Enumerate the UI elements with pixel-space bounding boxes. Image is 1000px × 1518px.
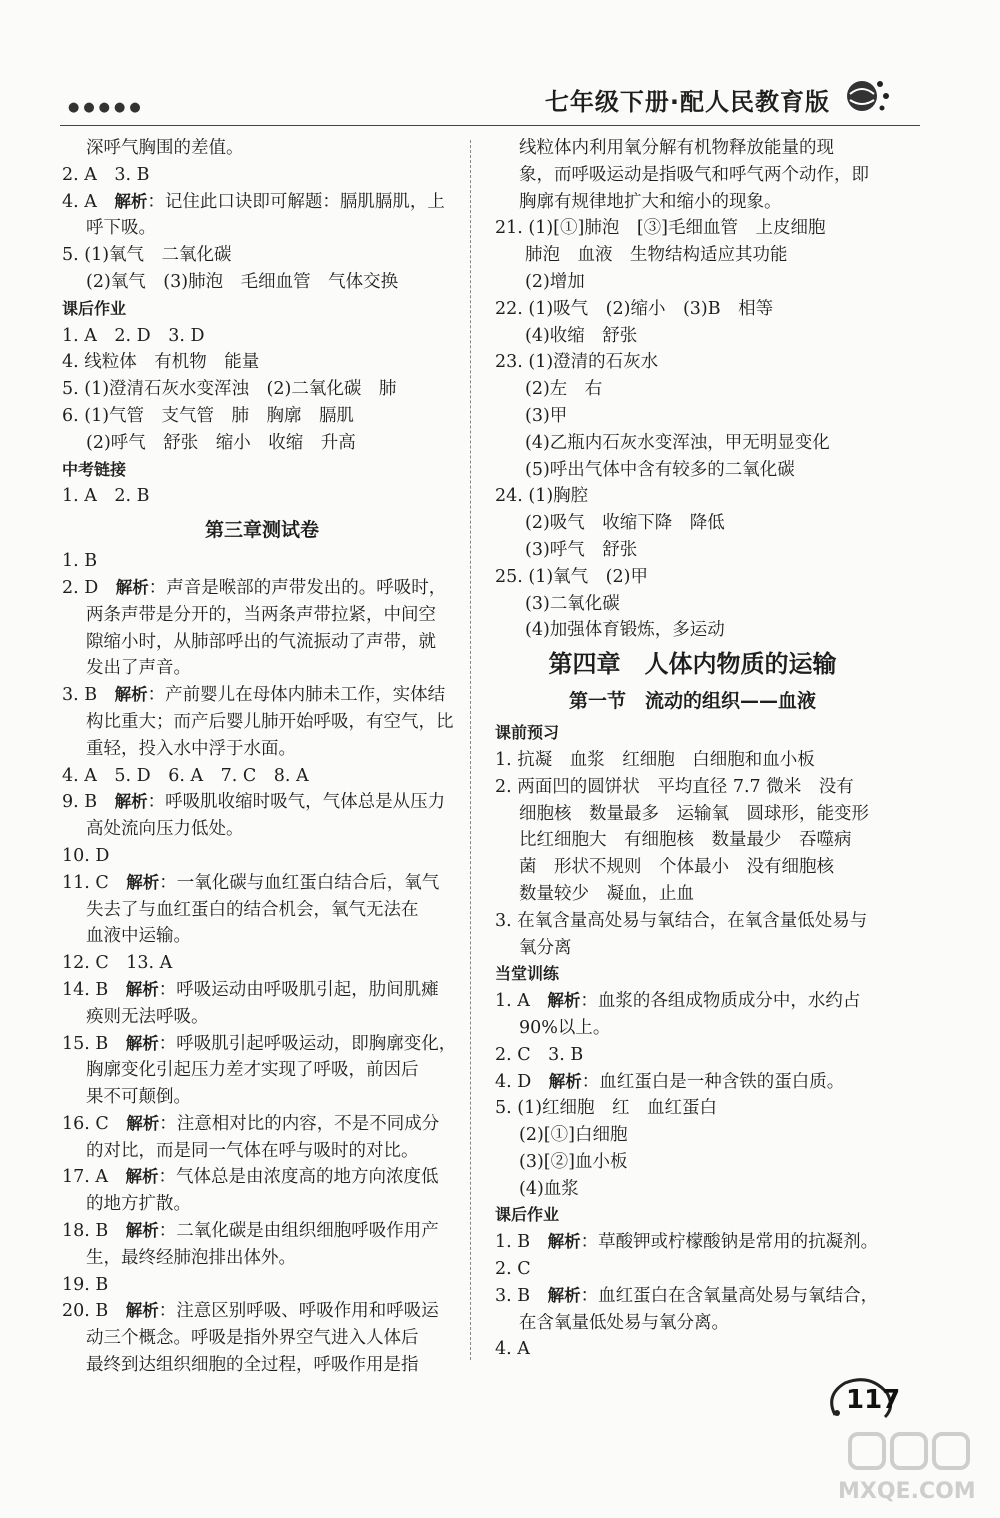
- text-line: 发出了声音。: [86, 658, 191, 679]
- text-line: 21. (1)[①]肺泡 [③]毛细血管 上皮细胞: [495, 218, 826, 239]
- chapter-title: 第四章 人体内物质的运输: [548, 650, 837, 679]
- analysis-text: ：产前婴儿在母体内肺未工作，实体结: [147, 685, 446, 706]
- text-line: (3)甲: [525, 405, 568, 426]
- text-line: (2)[①]白细胞: [519, 1125, 628, 1146]
- page-number: 117: [846, 1385, 901, 1415]
- right-column: [495, 135, 890, 1363]
- answer-line: [62, 977, 462, 1004]
- text-line: 数量较少 凝血，止血: [519, 883, 694, 904]
- answer-line: [62, 1218, 462, 1245]
- answer-number: 3. B: [62, 685, 115, 706]
- analysis-label: 解析: [114, 792, 148, 812]
- answer-line: [62, 870, 462, 897]
- analysis-label: 解析: [547, 1232, 581, 1252]
- analysis-label: 解析: [125, 1301, 159, 1321]
- answer-number: 4. A: [62, 191, 115, 212]
- text-line: 在含氧量低处易与氧分离。: [519, 1312, 729, 1333]
- text-line: 隙缩小时，从肺部呼出的气流振动了声带，就: [86, 631, 436, 652]
- analysis-label: 解析: [126, 1113, 160, 1133]
- answer-number: 2. D: [62, 577, 116, 598]
- text-line: (3)[②]血小板: [519, 1151, 628, 1172]
- text-line: 最终到达组织细胞的全过程，呼吸作用是指: [86, 1355, 419, 1376]
- section-heading: 中考链接: [62, 459, 127, 479]
- text-line: 4. A: [495, 1339, 530, 1360]
- text-line: (4)血浆: [519, 1178, 579, 1199]
- text-line: 失去了与血红蛋白的结合机会，氧气无法在: [86, 899, 419, 920]
- answer-line: [62, 1164, 462, 1191]
- text-line: 10. D: [62, 845, 110, 866]
- text-line: 细胞核 数量最多 运输氧 圆球形，能变形: [519, 803, 869, 824]
- text-line: 12. C 13. A: [62, 953, 173, 974]
- text-line: 动三个概念。呼吸是指外界空气进入人体后: [86, 1328, 419, 1349]
- header-title: 七年级下册·配人民教育版: [544, 88, 830, 116]
- analysis-text: ：注意区别呼吸、呼吸作用和呼吸运: [158, 1301, 439, 1322]
- text-line: 比红细胞大 有细胞核 数量最少 吞噬病: [519, 830, 852, 851]
- text-line: 22. (1)吸气 (2)缩小 (3)B 相等: [495, 298, 774, 319]
- answer-number: 18. B: [62, 1221, 126, 1242]
- text-line: 25. (1)氧气 (2)甲: [495, 566, 648, 587]
- answer-number: 17. A: [62, 1167, 126, 1188]
- text-line: 2. 两面凹的圆饼状 平均直径 7.7 微米 没有: [495, 776, 854, 797]
- text-line: 胸廓有规律地扩大和缩小的现象。: [519, 191, 782, 212]
- text-line: 1. A 2. D 3. D: [62, 325, 205, 346]
- answer-line: [62, 789, 462, 816]
- analysis-text: ：声音是喉部的声带发出的。呼吸时，: [148, 577, 447, 598]
- text-line: 2. A 3. B: [62, 164, 150, 185]
- text-line: 两条声带是分开的，当两条声带拉紧，中间空: [86, 604, 436, 625]
- text-line: 象，而呼吸运动是指吸气和呼气两个动作，即: [519, 164, 869, 185]
- analysis-text: ：呼吸肌收缩时吸气，气体总是从压力: [147, 792, 446, 813]
- text-line: 1. 抗凝 血浆 红细胞 白细胞和血小板: [495, 749, 815, 770]
- page-header: [60, 70, 960, 130]
- answer-number: 15. B: [62, 1033, 126, 1054]
- analysis-label: 解析: [125, 1167, 159, 1187]
- answer-number: 1. A: [495, 991, 548, 1012]
- text-line: 胸廓变化引起压力差才实现了呼吸，前因后: [86, 1060, 419, 1081]
- answer-line: [62, 189, 462, 216]
- header-dots: ●●●●●: [68, 100, 145, 115]
- analysis-text: ：气体总是由浓度高的地方向浓度低: [158, 1167, 439, 1188]
- text-line: 19. B: [62, 1274, 109, 1295]
- text-line: (5)呼出气体中含有较多的二氧化碳: [525, 459, 795, 480]
- answer-number: 20. B: [62, 1301, 126, 1322]
- answer-line: [62, 1298, 462, 1325]
- text-line: 生，最终经肺泡排出体外。: [86, 1247, 296, 1268]
- answer-number: 4. D: [495, 1071, 549, 1092]
- answer-number: 14. B: [62, 979, 126, 1000]
- analysis-text: ：血浆的各组成物质成分中，水约占: [580, 991, 861, 1012]
- text-line: 1. B: [62, 551, 98, 572]
- analysis-label: 解析: [115, 577, 149, 597]
- answer-line: [495, 988, 890, 1015]
- column-divider: [470, 140, 471, 1360]
- text-line: (3)二氧化碳: [525, 593, 620, 614]
- text-line: (2)增加: [525, 271, 585, 292]
- section-title: 第一节 流动的组织——血液: [568, 690, 816, 713]
- text-line: 23. (1)澄清的石灰水: [495, 352, 659, 373]
- text-line: 2. C 3. B: [495, 1044, 584, 1065]
- analysis-label: 解析: [548, 1071, 582, 1091]
- analysis-label: 解析: [114, 191, 148, 211]
- text-line: (4)乙瓶内石灰水变浑浊，甲无明显变化: [525, 432, 830, 453]
- text-line: (2)呼气 舒张 缩小 收缩 升高: [86, 432, 356, 453]
- answer-line: [62, 575, 462, 602]
- analysis-label: 解析: [125, 1033, 159, 1053]
- answer-number: 16. C: [62, 1113, 127, 1134]
- analysis-text: ：二氧化碳是由组织细胞呼吸作用产: [158, 1221, 439, 1242]
- text-line: 血液中运输。: [86, 926, 191, 947]
- watermark-text: MXQE.COM: [838, 1479, 976, 1504]
- answer-line: [495, 1229, 890, 1256]
- text-line: 5. (1)氧气 二氧化碳: [62, 245, 232, 266]
- section-heading: 当堂训练: [495, 964, 560, 984]
- text-line: 4. 线粒体 有机物 能量: [62, 352, 260, 373]
- text-line: 深呼气胸围的差值。: [86, 138, 244, 158]
- text-line: 肺泡 血液 生物结构适应其功能: [525, 245, 788, 266]
- analysis-text: ：呼吸运动由呼吸肌引起，肋间肌瘫: [158, 979, 439, 1000]
- answer-line: [495, 1283, 890, 1310]
- analysis-label: 解析: [114, 685, 148, 705]
- analysis-text: ：血红蛋白在含氧量高处易与氧结合，: [580, 1285, 879, 1306]
- left-column: [62, 135, 462, 1379]
- answer-number: 11. C: [62, 872, 127, 893]
- globe-logo-icon: [842, 74, 892, 118]
- text-line: (4)收缩 舒张: [525, 325, 638, 346]
- text-line: 90%以上。: [519, 1017, 611, 1038]
- section-heading: 课前预习: [495, 723, 560, 743]
- text-line: 果不可颠倒。: [86, 1087, 191, 1108]
- analysis-label: 解析: [125, 979, 159, 999]
- text-line: (2)吸气 收缩下降 降低: [525, 513, 725, 534]
- analysis-label: 解析: [547, 1285, 581, 1305]
- text-line: 5. (1)红细胞 红 血红蛋白: [495, 1098, 718, 1119]
- text-line: 呼下吸。: [86, 218, 156, 239]
- text-line: (2)左 右: [525, 379, 603, 400]
- section-heading: 课后作业: [62, 298, 127, 318]
- text-line: 痪则无法呼吸。: [86, 1006, 209, 1027]
- text-line: 氧分离: [519, 937, 572, 958]
- analysis-text: ：注意相对比的内容，不是不同成分: [159, 1113, 440, 1134]
- analysis-text: ：记住此口诀即可解题：膈肌膈肌，上: [147, 191, 445, 212]
- header-rule: [60, 125, 920, 126]
- text-line: (2)氧气 (3)肺泡 毛细血管 气体交换: [86, 271, 399, 292]
- analysis-text: ：一氧化碳与血红蛋白结合后，氧气: [159, 872, 440, 893]
- text-line: 构比重大；而产后婴儿肺开始呼吸，有空气，比: [86, 711, 454, 732]
- text-line: 线粒体内利用氧分解有机物释放能量的现: [519, 138, 834, 158]
- text-line: 24. (1)胸腔: [495, 486, 589, 507]
- answer-line: [62, 682, 462, 709]
- text-line: 重轻，投入水中浮于水面。: [86, 738, 296, 759]
- text-line: 6. (1)气管 支气管 肺 胸廓 膈肌: [62, 405, 355, 426]
- text-line: 5. (1)澄清石灰水变浑浊 (2)二氧化碳 肺: [62, 379, 397, 400]
- analysis-text: ：血红蛋白是一种含铁的蛋白质。: [581, 1071, 845, 1092]
- analysis-label: 解析: [547, 991, 581, 1011]
- text-line: 的地方扩散。: [86, 1194, 191, 1215]
- answer-line: [495, 1069, 890, 1096]
- analysis-text: ：草酸钾或柠檬酸钠是常用的抗凝剂。: [580, 1232, 879, 1253]
- chapter-title: 第三章测试卷: [204, 519, 319, 542]
- analysis-label: 解析: [126, 872, 160, 892]
- text-line: 4. A 5. D 6. A 7. C 8. A: [62, 765, 309, 786]
- answer-number: 1. B: [495, 1232, 548, 1253]
- text-line: 的对比，而是同一气体在呼与吸时的对比。: [86, 1140, 419, 1161]
- text-line: 1. A 2. B: [62, 486, 150, 507]
- text-line: (4)加强体育锻炼，多运动: [525, 620, 725, 641]
- answer-number: 9. B: [62, 792, 115, 813]
- analysis-label: 解析: [125, 1221, 159, 1241]
- watermark-logo-icon: [830, 1430, 990, 1510]
- answer-number: 3. B: [495, 1285, 548, 1306]
- text-line: 2. C: [495, 1259, 531, 1280]
- section-heading: 课后作业: [495, 1205, 560, 1225]
- text-line: 3. 在氧含量高处易与氧结合，在氧含量低处易与: [495, 910, 868, 931]
- text-line: 高处流向压力低处。: [86, 819, 244, 840]
- analysis-text: ：呼吸肌引起呼吸运动，即胸廓变化，: [158, 1033, 457, 1054]
- answer-line: [62, 1111, 462, 1138]
- text-line: 菌 形状不规则 个体最小 没有细胞核: [519, 857, 834, 878]
- answer-line: [62, 1031, 462, 1058]
- text-line: (3)呼气 舒张: [525, 539, 638, 560]
